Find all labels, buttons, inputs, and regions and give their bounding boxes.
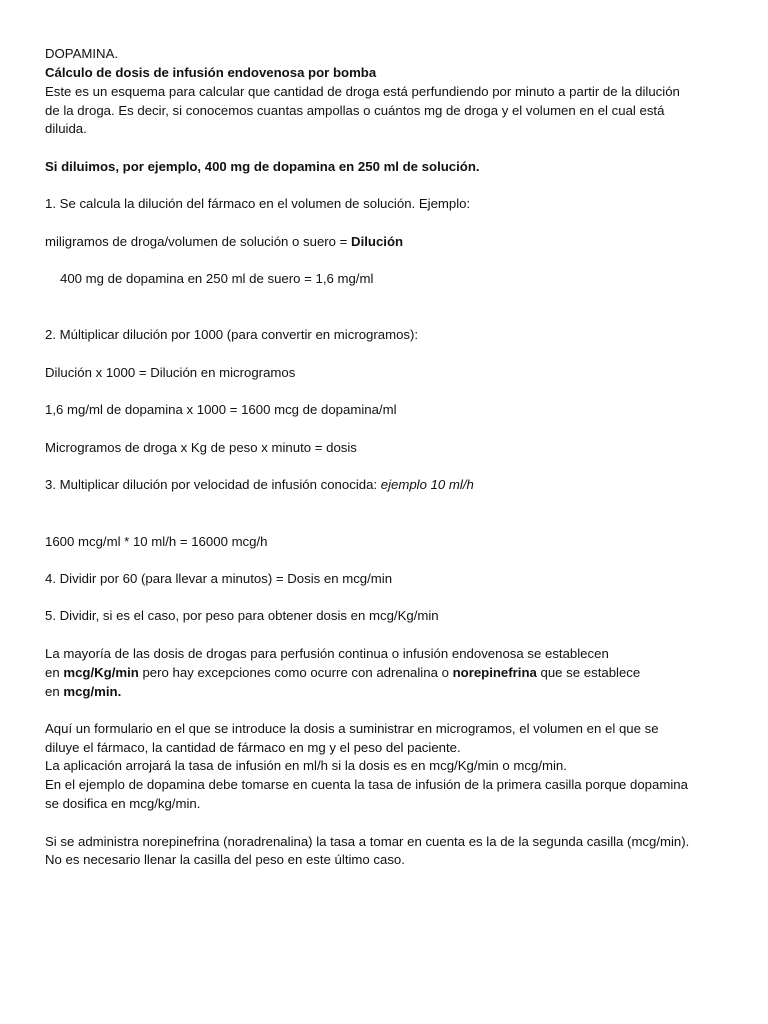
intro-line-1: Este es un esquema para calcular que cantidad de droga está perfundiendo por minuto a partir de la dilución	[45, 84, 680, 99]
formula-dilution-result: Dilución	[351, 234, 404, 249]
step-1: 1. Se calcula la dilución del fármaco en el volumen de solución. Ejemplo:	[45, 196, 471, 211]
example-rate: 1600 mcg/ml * 10 ml/h = 16000 mcg/h	[45, 534, 268, 549]
example-micrograms: 1,6 mg/ml de dopamina x 1000 = 1600 mcg de dopamina/ml	[45, 402, 397, 417]
paragraph-3-line-2: No es necesario llenar la casilla del peso en este último caso.	[45, 852, 405, 867]
p1-l2-c: pero hay excepciones como ocurre con adrenalina o	[138, 665, 453, 680]
intro-line-2: de la droga. Es decir, si conocemos cuantas ampollas o cuántos mg de droga y el volumen en el cual está	[45, 103, 665, 118]
paragraph-2-line-4: En el ejemplo de dopamina debe tomarse en cuenta la tasa de infusión de la primera casilla porque dopamina	[45, 777, 688, 792]
p1-l2-e: que se establece	[536, 665, 641, 680]
p1-l2-drug: norepinefrina	[452, 665, 537, 680]
step-4: 4. Dividir por 60 (para llevar a minutos) = Dosis en mcg/min	[45, 571, 393, 586]
step-2: 2. Múltiplicar dilución por 1000 (para convertir en microgramos):	[45, 327, 419, 342]
p1-l2-a: en	[45, 665, 64, 680]
step-3-example: ejemplo 10 ml/h	[380, 477, 474, 492]
paragraph-2-line-2: diluye el fármaco, la cantidad de fármaco en mg y el peso del paciente.	[45, 740, 461, 755]
step-3	[45, 477, 474, 493]
paragraph-1-line-1: La mayoría de las dosis de drogas para perfusión continua o infusión endovenosa se establecen	[45, 646, 609, 661]
formula-micrograms: Dilución x 1000 = Dilución en microgramos	[45, 365, 296, 380]
document-heading: DOPAMINA.	[45, 46, 119, 61]
formula-dilution-text: miligramos de droga/volumen de solución o suero =	[45, 234, 352, 249]
step-3-text: 3. Multiplicar dilución por velocidad de infusión conocida:	[45, 477, 381, 492]
step-5: 5. Dividir, si es el caso, por peso para obtener dosis en mcg/Kg/min	[45, 608, 439, 623]
formula-dose: Microgramos de droga x Kg de peso x minuto = dosis	[45, 440, 357, 455]
paragraph-2-line-5: se dosifica en mcg/kg/min.	[45, 796, 201, 811]
paragraph-2-line-3: La aplicación arrojará la tasa de infusión en ml/h si la dosis es en mcg/Kg/min o mcg/min.	[45, 758, 567, 773]
paragraph-3-line-1: Si se administra norepinefrina (noradrenalina) la tasa a tomar en cuenta es la de la segunda casilla (mcg/min).	[45, 834, 690, 849]
paragraph-1-line-2	[45, 665, 640, 681]
paragraph-2-line-1: Aquí un formulario en el que se introduce la dosis a suministrar en microgramos, el volumen en el que se	[45, 721, 659, 736]
intro-line-3: diluida.	[45, 121, 87, 136]
example-statement: Si diluimos, por ejemplo, 400 mg de dopamina en 250 ml de solución.	[45, 159, 480, 174]
example-dilution: 400 mg de dopamina en 250 ml de suero = 1,6 mg/ml	[60, 271, 374, 286]
formula-dilution	[45, 234, 403, 250]
p1-l3-unit: mcg/min.	[63, 684, 122, 699]
document-subheading: Cálculo de dosis de infusión endovenosa por bomba	[45, 65, 377, 80]
p1-l3-a: en	[45, 684, 64, 699]
p1-l2-unit: mcg/Kg/min	[63, 665, 139, 680]
paragraph-1-line-3	[45, 684, 121, 700]
